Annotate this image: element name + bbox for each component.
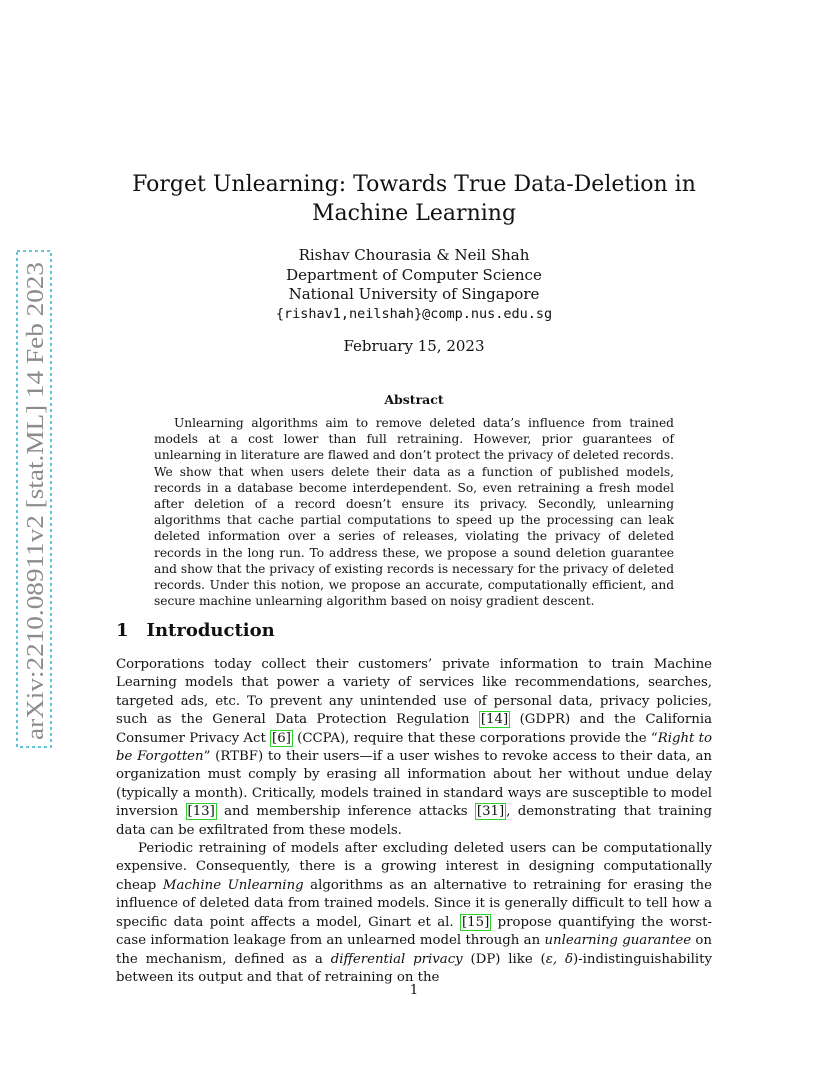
section-heading — [116, 620, 275, 641]
section-title: Introduction — [146, 620, 275, 641]
emphasis-text: Machine Unlearning — [162, 877, 304, 893]
text-run: (GDPR) and the California Consumer Privacy Act — [116, 712, 712, 746]
text-run: ” (RTBF) to their users—if a user wishes to revoke access to their data, an organization must comply by erasing all information about her without undue delay (typically a month). Critically, models trained in standard ways are susceptible to model inversion — [116, 749, 713, 820]
text-run: , demonstrating that training data can be exfiltrated from these models. — [116, 804, 712, 838]
text-run: )-indistinguishability between its output and that of retraining on the — [116, 951, 712, 985]
intro-paragraph-1 — [116, 656, 712, 840]
author-names: Rishav Chourasia & Neil Shah — [298, 246, 530, 264]
author-email: {rishav1,neilshah}@comp.nus.edu.sg — [275, 305, 553, 322]
text-run: Periodic retraining of models after excluding deleted users can be computationally expensive. Consequently, there is a growing interest in designing computationally cheap — [116, 841, 712, 893]
page-number: 1 — [409, 983, 419, 998]
intro-body — [116, 656, 712, 987]
title-line-1: Forget Unlearning: Towards True Data-Deletion in — [132, 172, 696, 197]
citation-link[interactable]: [15] — [461, 914, 490, 930]
author-block — [120, 246, 708, 324]
author-university: National University of Singapore — [288, 285, 540, 303]
text-run: (DP) like ( — [462, 951, 546, 967]
emphasis-text: Right to be Forgotten — [116, 730, 712, 765]
author-department: Department of Computer Science — [286, 265, 542, 284]
text-run: (CCPA), require that these corporations provide the “ — [292, 730, 658, 746]
emphasis-text: differential privacy — [330, 951, 463, 967]
citation-link[interactable]: [13] — [187, 804, 215, 820]
text-run: Corporations today collect their customers’ private information to train Machine Learning models that power a variety of services like recommendations, searches, targeted ads, etc. To prevent any unintended use of personal data, privacy policies, such as the General Data Protection Regulation — [116, 657, 712, 728]
title-line-2: Machine Learning — [311, 201, 517, 226]
arxiv-stamp — [16, 250, 52, 748]
paper-date: February 15, 2023 — [343, 337, 485, 355]
text-run: and membership inference attacks — [216, 804, 475, 820]
text-run: on the mechanism, defined as a — [116, 933, 712, 967]
section-number: 1 — [116, 620, 129, 641]
citation-link[interactable]: [6] — [272, 730, 291, 746]
abstract-heading: Abstract — [384, 392, 444, 407]
citation-link[interactable]: [14] — [480, 712, 509, 728]
text-run: algorithms as an alternative to retraining for erasing the influence of deleted data from trained models. Since it is generally difficult to tell how a specific data point affects a model, Ginart et al. — [116, 877, 712, 930]
text-run: propose quantifying the worst-case information leakage from an unlearned model through an — [116, 914, 712, 949]
paper-title — [120, 170, 708, 228]
intro-paragraph-2 — [116, 840, 712, 987]
citation-link[interactable]: [31] — [476, 804, 505, 820]
arxiv-id: arXiv:2210.08911v2 [stat.ML] 14 Feb 2023 — [23, 318, 49, 740]
abstract-text: Unlearning algorithms aim to remove deleted data’s influence from trained models at a cost lower than full retraining. However, prior guarantees of unlearning in literature are flawed and don’t protect the privacy of deleted records. We show that when users delete their data as a function of published models, records in a database become interdependent. So, even retraining a fresh model after deletion of a record doesn’t ensure its privacy. Secondly, unlearning algorithms that cache partial computations to speed up the processing can leak deleted information over a series of releases, violating the privacy of deleted records in the long run. To address these, we propose a sound deletion guarantee and show that the privacy of existing records is necessary for the privacy of deleted records. Under this notion, we propose an accurate, computationally efficient, and secure machine unlearning algorithm based on noisy gradient descent. — [154, 416, 674, 609]
math-epsilon-delta: ε, δ — [545, 951, 573, 967]
emphasis-text: unlearning guarantee — [544, 933, 692, 949]
